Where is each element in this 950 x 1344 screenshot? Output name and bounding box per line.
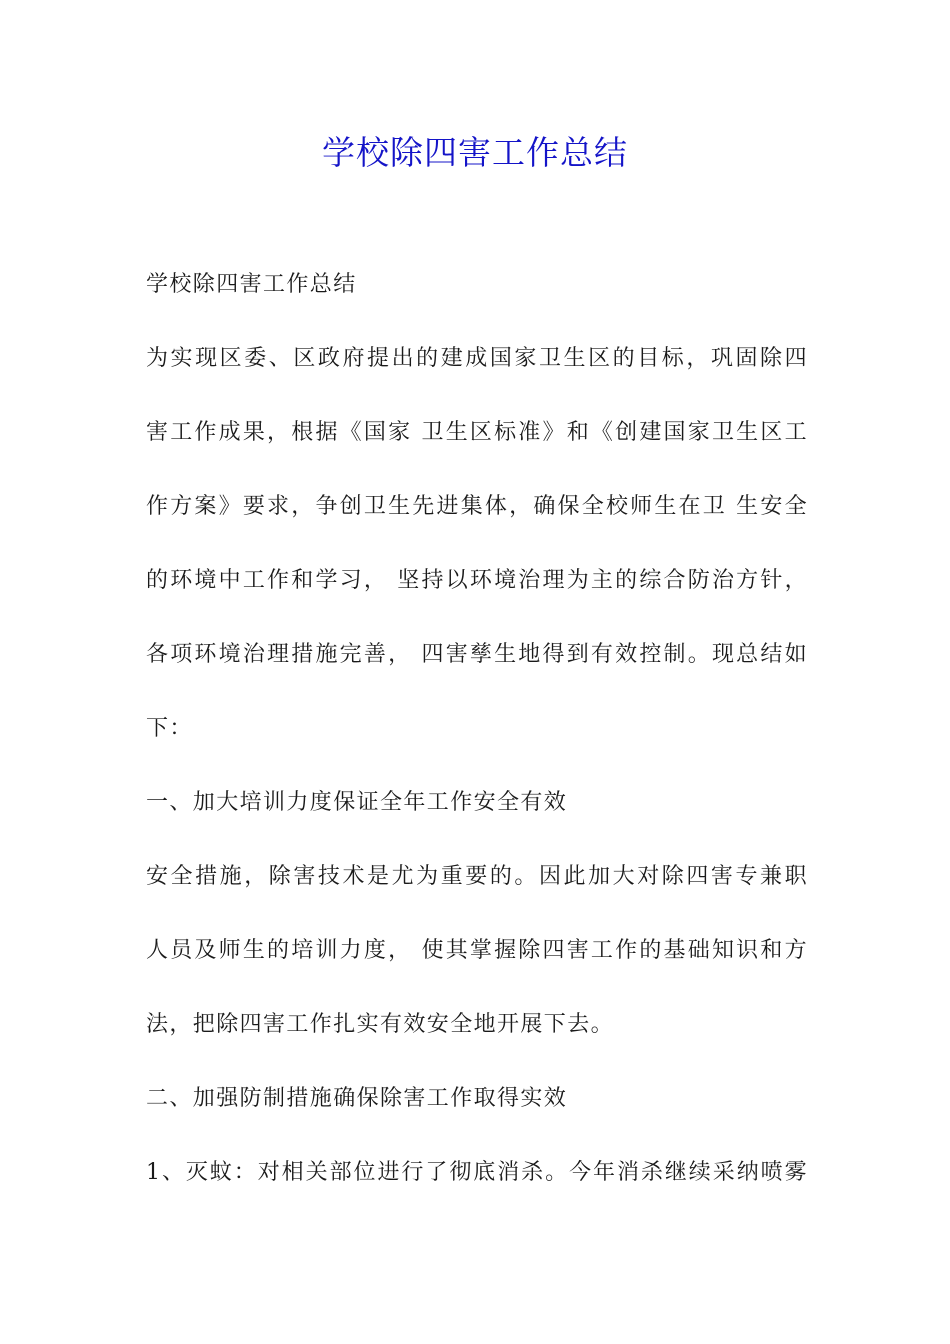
paragraph-line: 人员及师生的培训力度， 使其掌握除四害工作的基础知识和方 (146, 938, 808, 963)
paragraph-line: 法，把除四害工作扎实有效安全地开展下去。 (146, 1012, 615, 1037)
paragraph-line: 一、加大培训力度保证全年工作安全有效 (146, 790, 568, 815)
document-body (146, 262, 808, 1224)
paragraph-line: 下： (146, 716, 193, 741)
paragraph-line: 1、灭蚊：对相关部位进行了彻底消杀。今年消杀继续采纳喷雾 (146, 1160, 808, 1185)
paragraph-line: 害工作成果，根据《国家 卫生区标准》和《创建国家卫生区工 (146, 420, 808, 445)
paragraph-line: 各项环境治理措施完善， 四害孳生地得到有效控制。现总结如 (146, 642, 808, 667)
paragraph-line: 二、加强防制措施确保除害工作取得实效 (146, 1086, 568, 1111)
paragraph-line: 作方案》要求，争创卫生先进集体，确保全校师生在卫 生安全 (146, 494, 808, 519)
paragraph-line: 安全措施，除害技术是尤为重要的。因此加大对除四害专兼职 (146, 864, 808, 889)
paragraph-line: 的环境中工作和学习， 坚持以环境治理为主的综合防治方针， (146, 568, 808, 593)
paragraph-line: 为实现区委、区政府提出的建成国家卫生区的目标，巩固除四 (146, 346, 808, 371)
paragraph-line: 学校除四害工作总结 (146, 272, 357, 297)
document-title: 学校除四害工作总结 (322, 133, 628, 172)
